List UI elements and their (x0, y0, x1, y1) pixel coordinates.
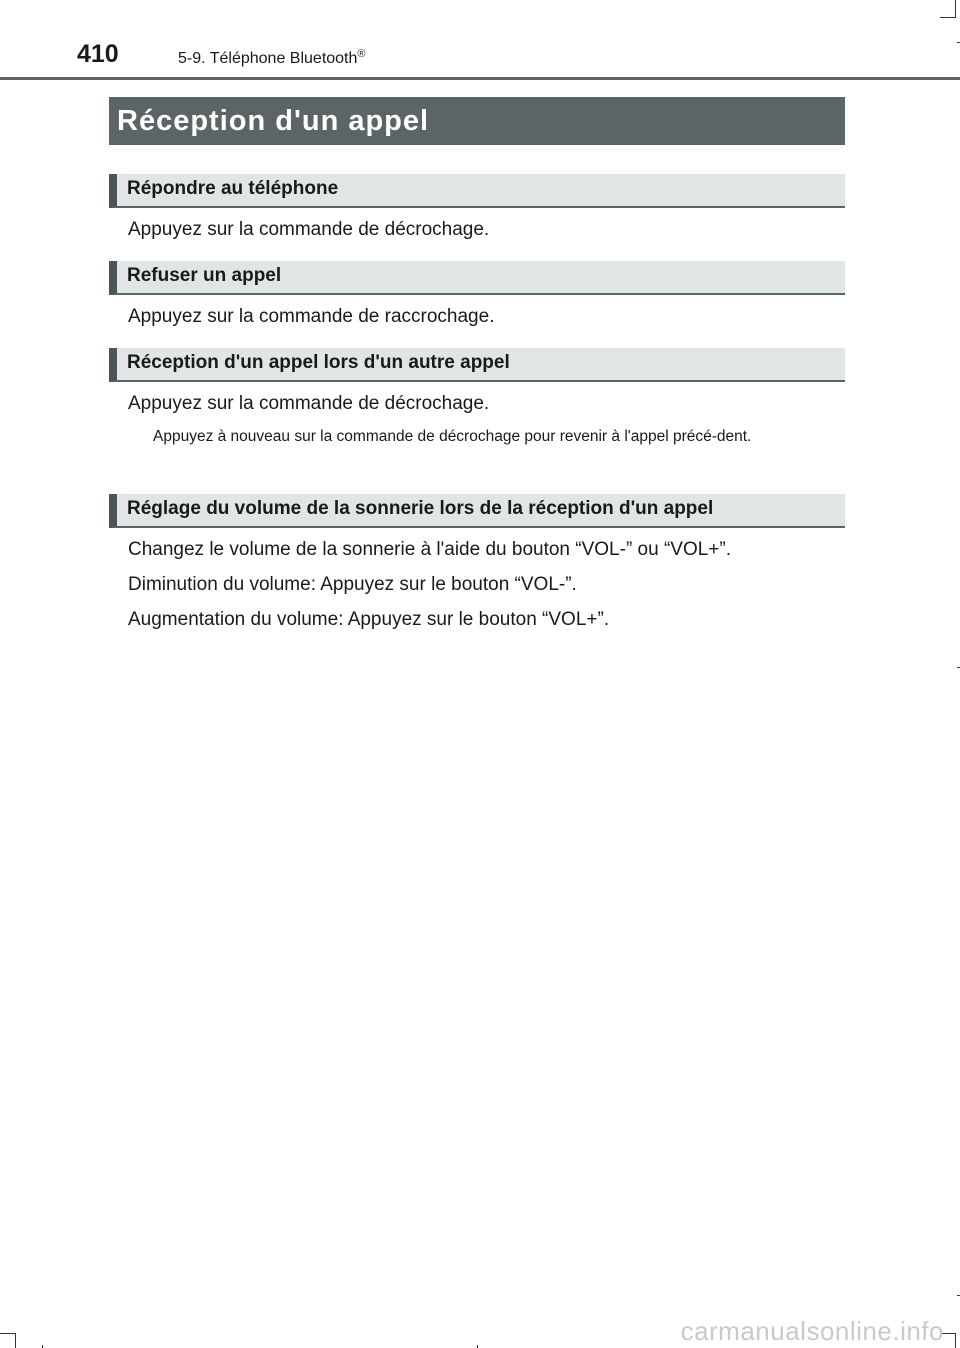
crop-mark-bottom-left-h (0, 1333, 16, 1334)
section-heading-refuse: Refuser un appel (109, 261, 845, 295)
running-header-section: 5-9. Téléphone Bluetooth (178, 50, 358, 67)
section-heading-call-waiting: Réception d'un appel lors d'un autre appel (109, 348, 845, 382)
header-rule (0, 77, 960, 80)
section-volume-paragraph-2: Diminution du volume: Appuyez sur le bouton “VOL-”. (128, 574, 577, 595)
section-volume-paragraph-1: Changez le volume de la sonnerie à l'aide du bouton “VOL-” ou “VOL+”. (128, 539, 732, 560)
section-call-waiting-paragraph: Appuyez sur la commande de décrochage. (128, 393, 490, 414)
section-refuse-paragraph: Appuyez sur la commande de raccrochage. (128, 306, 495, 327)
crop-mark-bottom-left-v (15, 1333, 16, 1348)
section-heading-answer: Répondre au téléphone (109, 174, 845, 208)
crop-mark-bottom-right-v (955, 1333, 956, 1348)
watermark: carmanualsonline.info (680, 1316, 944, 1346)
page-title: Réception d'un appel (109, 97, 845, 145)
section-call-waiting-note: Appuyez à nouveau sur la commande de décrochage pour revenir à l'appel précé-dent. (153, 428, 752, 445)
section-heading-ringtone-volume: Réglage du volume de la sonnerie lors de la réception d'un appel (109, 494, 845, 528)
page-number: 410 (77, 40, 119, 68)
registered-mark: ® (357, 48, 366, 60)
running-header (178, 48, 366, 68)
section-volume-paragraph-3: Augmentation du volume: Appuyez sur le bouton “VOL+”. (128, 609, 610, 630)
section-answer-paragraph: Appuyez sur la commande de décrochage. (128, 219, 490, 240)
crop-mark-top-right-h (940, 17, 956, 18)
crop-mark-top-right-v (955, 0, 956, 18)
